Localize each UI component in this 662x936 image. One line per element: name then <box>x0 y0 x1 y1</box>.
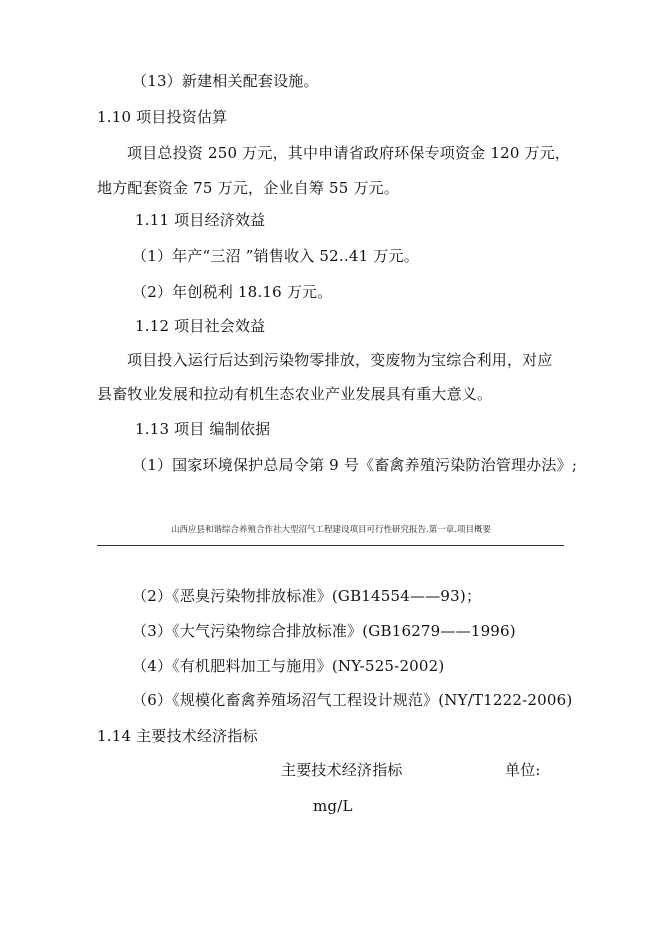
section-1-10-heading: 1.10 项目投资估算 <box>97 108 228 126</box>
investment-paragraph-line1: 项目总投资 250 万元，其中申请省政府环保专项资金 120 万元， <box>127 144 571 162</box>
basis-item-1: （1）国家环境保护总局令第 9 号《畜禽养殖污染防治管理办法》; <box>132 456 578 474</box>
basis-item-2: （2）《恶臭污染物排放标准》(GB14554——93)； <box>132 587 482 605</box>
table-header-indicator: 主要技术经济指标 <box>281 761 403 779</box>
footer-divider <box>97 545 564 546</box>
social-paragraph-line1: 项目投入运行后达到污染物零排放，变废物为宝综合利用，对应 <box>127 351 553 369</box>
benefit-item-1: （1）年产“三沼 ”销售收入 52..41 万元。 <box>132 247 419 265</box>
item-13-text: （13）新建相关配套设施。 <box>132 72 319 90</box>
table-header-unit: 单位: <box>505 761 541 779</box>
section-1-14-heading: 1.14 主要技术经济指标 <box>97 727 258 745</box>
page-footer: 山西应县和谐综合养殖合作社大型沼气工程建设项目可行性研究报告.第一章.项目概要 <box>171 525 491 535</box>
section-1-11-heading: 1.11 项目经济效益 <box>135 211 266 229</box>
basis-item-4: （4）《有机肥料加工与施用》(NY-525-2002) <box>132 657 445 675</box>
basis-item-6: （6）《规模化畜禽养殖场沼气工程设计规范》(NY/T1222-2006) <box>132 691 573 709</box>
social-paragraph-line2: 县畜牧业发展和拉动有机生态农业产业发展具有重大意义。 <box>97 385 493 403</box>
section-1-12-heading: 1.12 项目社会效益 <box>135 317 266 335</box>
section-1-13-heading: 1.13 项目 编制依据 <box>135 420 271 438</box>
benefit-item-2: （2）年创税利 18.16 万元。 <box>132 283 333 301</box>
investment-paragraph-line2: 地方配套资金 75 万元，企业自筹 55 万元。 <box>97 179 400 197</box>
unit-value: mg/L <box>313 797 353 815</box>
basis-item-3: （3）《大气污染物综合排放标准》(GB16279——1996) <box>132 622 516 640</box>
